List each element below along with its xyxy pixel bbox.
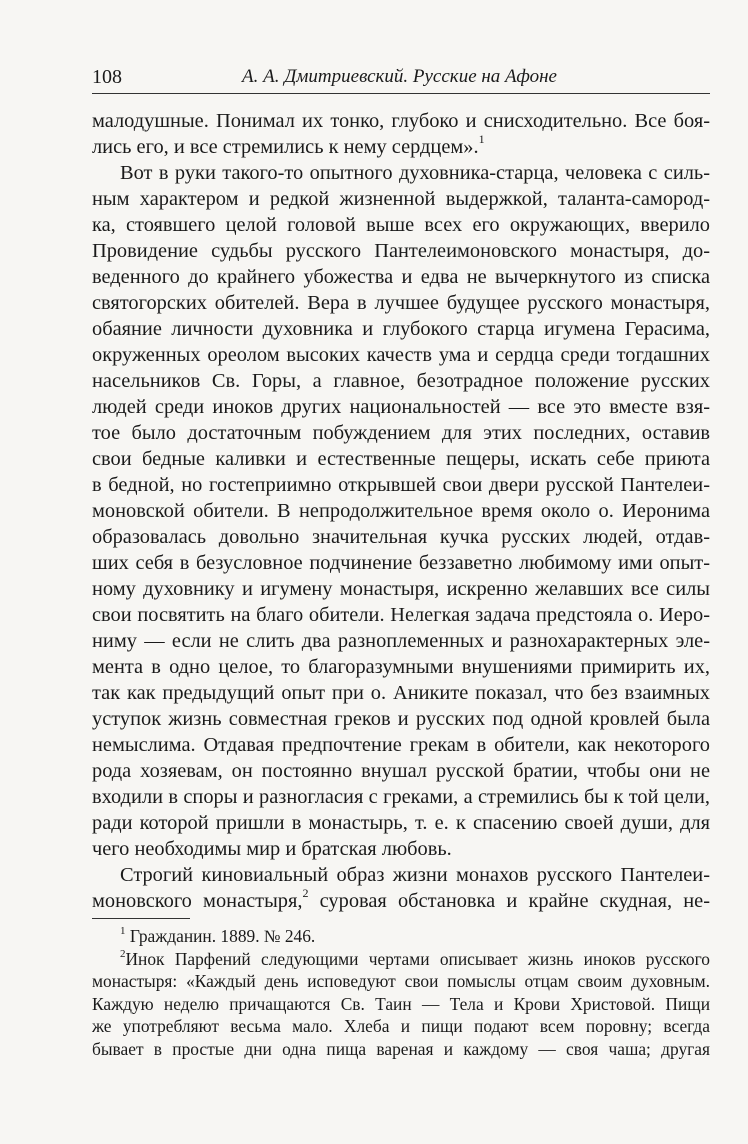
footnote-number: 1 [120, 925, 126, 938]
text-line: образовалась довольно значительная кучка русских людей, отдав- [92, 526, 710, 548]
text-line: входили в споры и разногласия с греками, а стремились бы к той цели, [92, 786, 710, 808]
text-line: малодушные. Понимал их тонко, глубоко и снисходительно. Все боя- [92, 110, 710, 132]
footnotes [92, 925, 710, 1061]
text-line-content: лись его, и все стремились к нему сердцем». [92, 136, 479, 158]
text-line: свои посвятить на благо обители. Нелегкая задача предстояла о. Иеро- [92, 604, 710, 626]
text-line: ших себя в безусловное подчинение беззаветно любимому ими опыт- [92, 552, 710, 574]
text-line: Провидение судьбы русского Пантелеимоновского монастыря, до- [92, 240, 710, 262]
text-line: ниму — если не слить два разноплеменных и разнохарактерных эле- [92, 630, 710, 652]
text-line: Вот в руки такого-то опытного духовника-старца, человека с силь- [120, 162, 710, 184]
text-line: обаяние личности духовника и глубокого старца игумена Герасима, [92, 318, 710, 340]
text-line-content: моновского монастыря, [92, 890, 303, 912]
text-line: окруженных ореолом высоких качеств ума и сердца среди тогдашних [92, 344, 710, 366]
text-line: чего необходимы мир и братская любовь. [92, 838, 452, 860]
footnote-line: бывает в простые дни одна пища вареная и каждому — своя чаша; другая [92, 1038, 710, 1059]
text-line-content: суровая обстановка и крайне скудная, не- [308, 890, 711, 912]
running-title: А. А. Дмитриевский. Русские на Афоне [242, 66, 557, 87]
footnote-line [92, 948, 710, 971]
text-line: в бедной, но гостеприимно открывшей свои двери русской Пантелеи- [92, 474, 710, 496]
footnote-line: Каждую неделю причащаются Св. Таин — Тела и Крови Христовой. Пищи [92, 993, 710, 1014]
page-number: 108 [92, 66, 122, 88]
text-line: ради которой пришли в монастырь, т. е. к спасению своей души, для [92, 812, 710, 834]
footnote-marker: 2 [302, 886, 309, 901]
page-header [92, 62, 710, 96]
footnote-text: Инок Парфений следующими чертами описывает жизнь иноков русского [125, 948, 710, 969]
text-line: ка, стоявшего целой головой выше всех его окружающих, вверило [92, 214, 710, 236]
footnote-number: 2 [120, 947, 126, 960]
text-line: тое было достаточным побуждением для этих последних, оставив [92, 422, 710, 444]
text-line: веденного до крайнего убожества и едва не вычеркнутого из списка [92, 266, 710, 288]
text-line: свои бедные каливки и естественные пещеры, искать себе приюта [92, 448, 710, 470]
footnote-text: Гражданин. 1889. № 246. [129, 926, 316, 946]
text-line [92, 134, 710, 160]
footnote-line: монастыря: «Каждый день исповедуют свои помыслы отцам своим духовным. [92, 971, 710, 992]
text-line: мента в одно целое, то благоразумными внушениями примирить их, [92, 656, 710, 678]
text-line: так как предыдущий опыт при о. Аниките показал, что без взаимных [92, 682, 710, 704]
footnote-line [92, 925, 710, 948]
text-line: Строгий киновиальный образ жизни монахов русского Пантелеи- [120, 864, 710, 886]
text-line: уступок жизнь совместная греков и русских под одной кровлей была [92, 708, 710, 730]
footnote-rule [92, 918, 190, 919]
main-text [92, 108, 710, 914]
header-rule [92, 93, 710, 94]
text-line: моновской обители. В непродолжительное время около о. Иеронима [92, 500, 710, 522]
footnote-marker: 1 [478, 132, 485, 147]
text-line: рода хозяевам, он постоянно внушал русской братии, чтобы они не [92, 760, 710, 782]
text-line: немыслима. Отдавая предпочтение грекам в обители, как некоторого [92, 734, 710, 756]
text-line: ным характером и редкой жизненной выдержкой, таланта-самород- [92, 188, 710, 210]
text-line: святогорских обителей. Вера в лучшее будущее русского монастыря, [92, 292, 710, 314]
text-line [92, 888, 710, 914]
text-line: насельников Св. Горы, а главное, безотрадное положение русских [92, 370, 710, 392]
text-line: ному духовнику и игумену монастыря, искренно желавших все силы [92, 578, 710, 600]
footnote-line: же употребляют весьма мало. Хлеба и пищи подают всем поровну; всегда [92, 1016, 710, 1037]
text-line: людей среди иноков других национальностей — все это вместе взя- [92, 396, 710, 418]
